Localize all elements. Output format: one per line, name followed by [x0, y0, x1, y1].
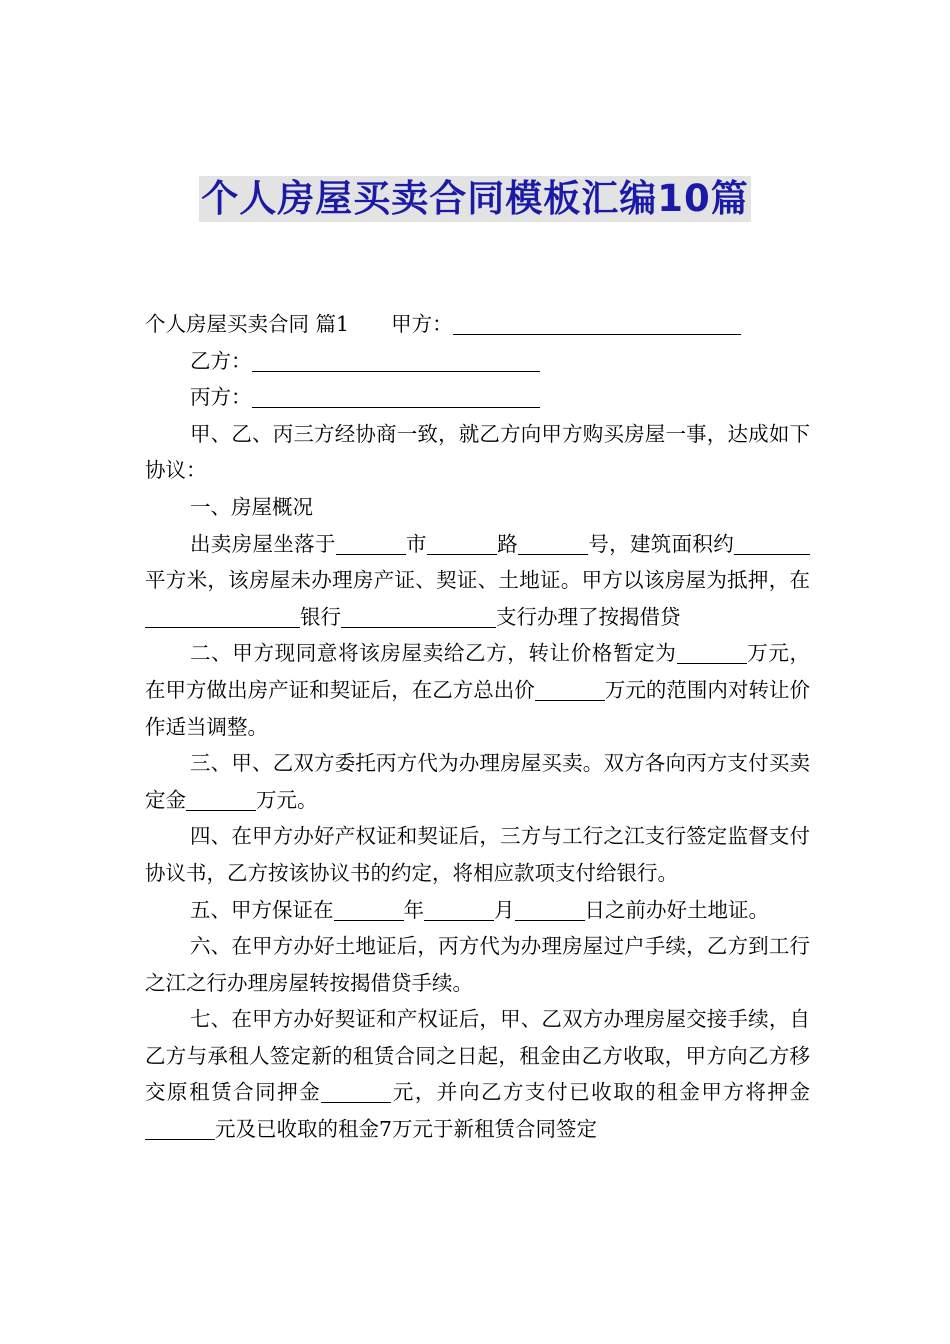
month-blank	[424, 896, 494, 921]
s1-text-e: 平方米，该房屋未办理房产证、契证、土地证。甲方以该房屋为抵押，在	[145, 568, 810, 593]
number-blank	[518, 530, 588, 555]
s5-text-d: 日之前办好土地证。	[584, 897, 769, 922]
party-a-blank	[453, 310, 741, 335]
party-a-label: 甲方：	[391, 312, 453, 336]
year-blank	[334, 896, 404, 921]
total-price-blank	[535, 676, 605, 701]
area-blank-b	[758, 530, 810, 555]
day-blank	[515, 896, 585, 921]
document-title	[0, 176, 950, 222]
section-5-paragraph	[145, 892, 810, 929]
road-blank	[427, 530, 497, 555]
s2-text-a: 二、甲方现同意将该房屋卖给乙方，转让价格暂定为	[190, 641, 677, 666]
title-text: 个人房屋买卖合同模板汇编10篇	[201, 177, 749, 220]
original-deposit-blank	[321, 1078, 391, 1103]
branch-blank	[341, 603, 496, 628]
section-4-paragraph: 四、在甲方办好产权证和契证后，三方与工行之江支行签定监督支付协议书，乙方按该协议书的约定，将相应款项支付给银行。	[145, 824, 810, 885]
s1-text-a: 出卖房屋坐落于	[190, 531, 336, 556]
s1-text-b: 市	[405, 531, 427, 556]
party-c-label: 丙方：	[190, 385, 252, 410]
s3-text-a: 三、甲、乙双方委托丙方代为办理房屋买卖。双方各向丙方支付买卖定金	[145, 751, 810, 812]
s7-text-b: 元，并向乙方支付已收取的租金甲方将押金	[391, 1080, 810, 1105]
party-b-blank	[252, 347, 540, 372]
s2-text-b: 万元，在甲方做出房产证和契证后，在乙方总出价	[145, 641, 811, 702]
bank-blank	[145, 603, 300, 628]
contract-number: 1	[336, 312, 350, 336]
price-blank	[677, 639, 747, 664]
section-1-heading: 一、房屋概况	[190, 494, 313, 519]
contract-heading: 个人房屋买卖合同 篇	[145, 312, 337, 336]
s1-text-c: 路	[496, 531, 518, 556]
party-c-line	[145, 379, 810, 416]
party-c-blank	[252, 383, 540, 408]
s5-text-c: 月	[494, 897, 515, 922]
s5-text-b: 年	[403, 897, 424, 922]
section-7-paragraph	[145, 1001, 810, 1147]
s7-text-a: 七、在甲方办好契证和产权证后，甲、乙双方办理房屋交接手续，自乙方与承租人签定新的租赁合同之日起，租金由乙方收取，甲方向乙方移交原租赁合同押金	[145, 1007, 810, 1105]
heading-line	[145, 306, 810, 343]
s5-text-a: 五、甲方保证在	[190, 897, 334, 922]
party-b-label: 乙方：	[190, 348, 252, 373]
city-blank	[336, 530, 406, 555]
section-2-paragraph	[145, 635, 810, 745]
section-6-paragraph: 六、在甲方办好土地证后，丙方代为办理房屋过户手续，乙方到工行之江之行办理房屋转按揭借贷手续。	[145, 934, 810, 995]
deposit-amount-blank	[145, 1115, 215, 1140]
area-blank-a	[734, 530, 758, 555]
document-body	[145, 306, 810, 1148]
intro-paragraph: 甲、乙、丙三方经协商一致，就乙方向甲方购买房屋一事，达成如下协议：	[145, 421, 810, 483]
s2-text-c: 万元的范围内对转让价作适当调整。	[145, 677, 811, 739]
s3-text-b: 万元。	[256, 787, 318, 812]
section-1-paragraph	[145, 526, 810, 636]
party-b-line	[145, 343, 810, 380]
s7-text-c: 元及已收取的租金7万元于新租赁合同签定	[215, 1117, 598, 1142]
deposit-blank	[186, 786, 256, 811]
s1-text-g: 支行办理了按揭借贷	[496, 604, 681, 629]
s1-text-f: 银行	[300, 604, 341, 629]
s1-text-d: 号，建筑面积约	[588, 531, 735, 556]
section-3-paragraph	[145, 745, 810, 818]
